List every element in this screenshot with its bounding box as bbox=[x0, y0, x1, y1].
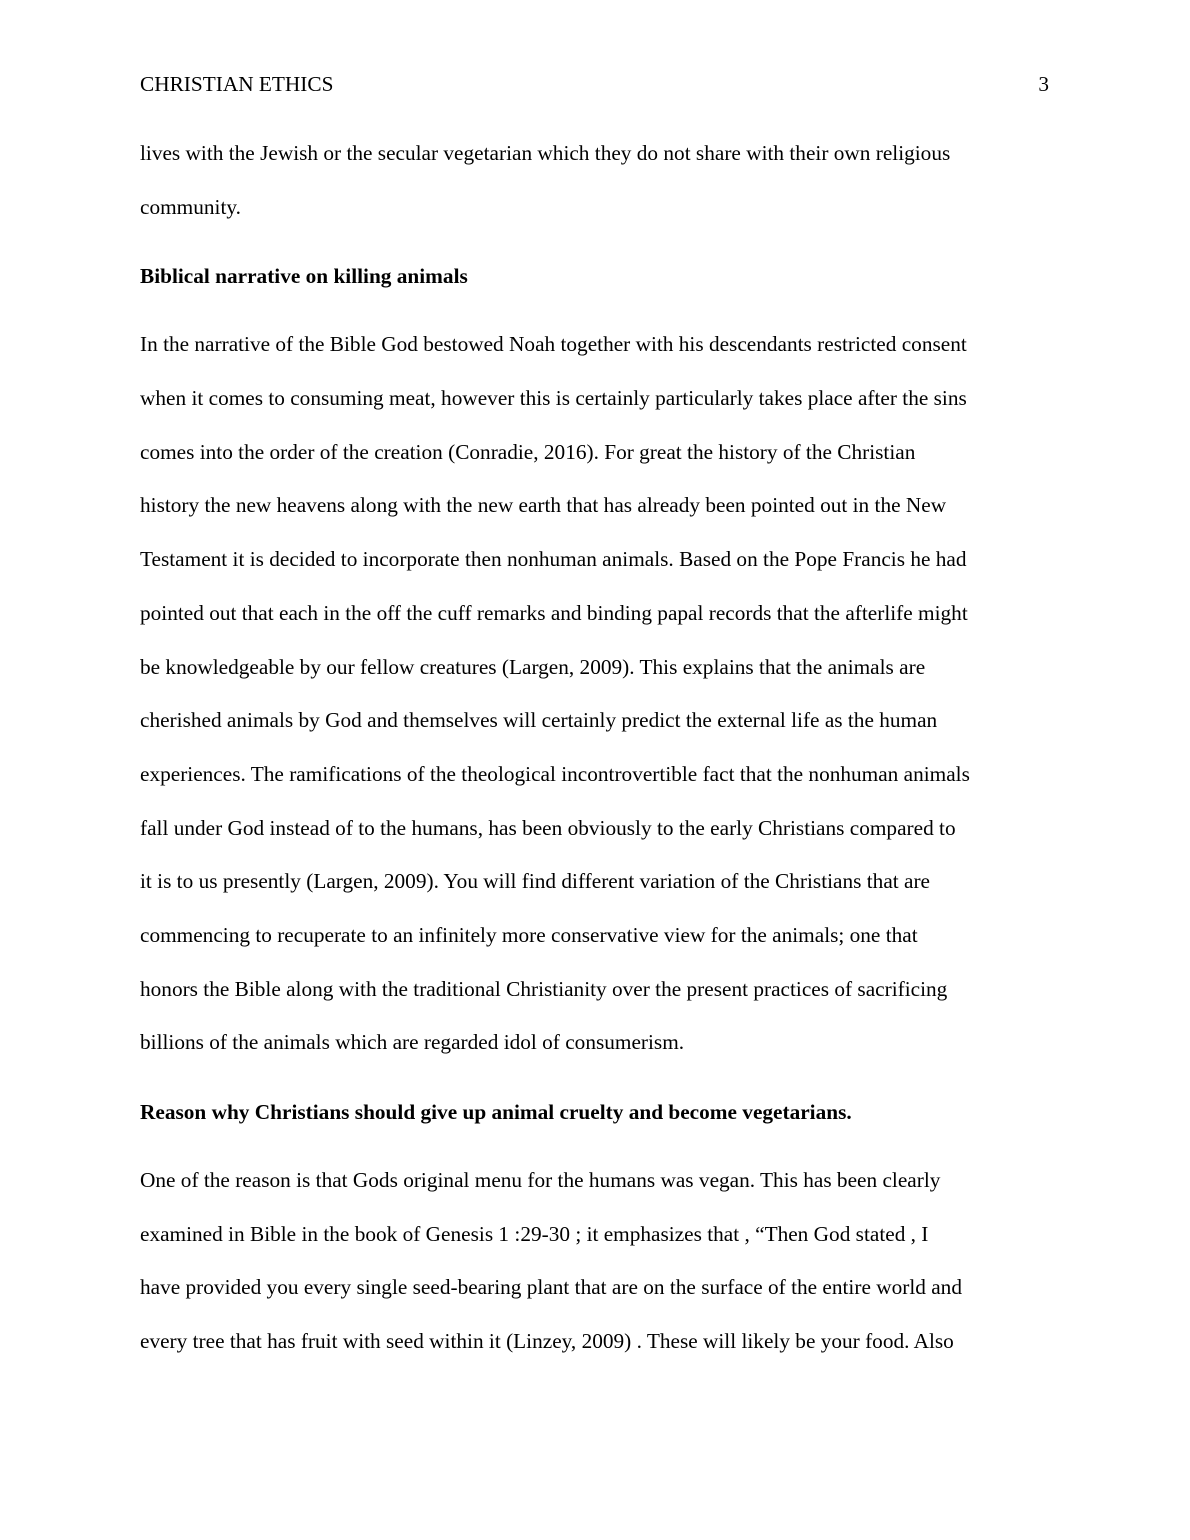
paragraph-biblical-narrative bbox=[140, 318, 1060, 1070]
text-line: Testament it is decided to incorporate then nonhuman animals. Based on the Pope Francis he had bbox=[140, 547, 967, 572]
running-head: CHRISTIAN ETHICS bbox=[140, 72, 334, 96]
text-line: In the narrative of the Bible God bestowed Noah together with his descendants restricted consent bbox=[140, 332, 967, 357]
text-line: experiences. The ramifications of the theological incontrovertible fact that the nonhuman animals bbox=[140, 761, 970, 786]
text-line: be knowledgeable by our fellow creatures (Largen, 2009). This explains that the animals are bbox=[140, 654, 926, 679]
text-line: billions of the animals which are regarded idol of consumerism. bbox=[140, 1030, 685, 1055]
text-line: examined in Bible in the book of Genesis 1 :29-30 ; it emphasizes that , “Then God stated , I bbox=[140, 1221, 929, 1246]
text-line: commencing to recuperate to an infinitely more conservative view for the animals; one that bbox=[140, 922, 918, 947]
paragraph-continued bbox=[140, 127, 1060, 234]
text-line: it is to us presently (Largen, 2009). You will find different variation of the Christians that are bbox=[140, 869, 931, 894]
text-line: every tree that has fruit with seed within it (Linzey, 2009) . These will likely be your food. Also bbox=[140, 1329, 954, 1354]
text-line: pointed out that each in the off the cuff remarks and binding papal records that the afterlife might bbox=[140, 600, 968, 625]
section-heading-biblical-narrative: Biblical narrative on killing animals bbox=[140, 264, 468, 289]
page-header bbox=[140, 70, 1049, 98]
text-line: lives with the Jewish or the secular vegetarian which they do not share with their own religious bbox=[140, 141, 951, 165]
text-line: One of the reason is that Gods original menu for the humans was vegan. This has been clearly bbox=[140, 1168, 941, 1192]
text-line: history the new heavens along with the new earth that has already been pointed out in the New bbox=[140, 493, 947, 518]
paragraph-reason bbox=[140, 1154, 1060, 1369]
text-line: fall under God instead of to the humans, has been obviously to the early Christians compared to bbox=[140, 815, 956, 840]
section-heading-reason: Reason why Christians should give up animal cruelty and become vegetarians. bbox=[140, 1100, 852, 1124]
document-body bbox=[140, 127, 1060, 1369]
text-line: when it comes to consuming meat, however this is certainly particularly takes place after the sins bbox=[140, 386, 967, 411]
text-line: comes into the order of the creation (Conradie, 2016). For great the history of the Christian bbox=[140, 439, 916, 464]
text-line: cherished animals by God and themselves will certainly predict the external life as the human bbox=[140, 708, 938, 733]
text-line: honors the Bible along with the traditional Christianity over the present practices of sacrificing bbox=[140, 976, 948, 1001]
page-number: 3 bbox=[1038, 72, 1049, 96]
text-line: community. bbox=[140, 194, 241, 219]
text-line: have provided you every single seed-bearing plant that are on the surface of the entire world and bbox=[140, 1275, 962, 1300]
